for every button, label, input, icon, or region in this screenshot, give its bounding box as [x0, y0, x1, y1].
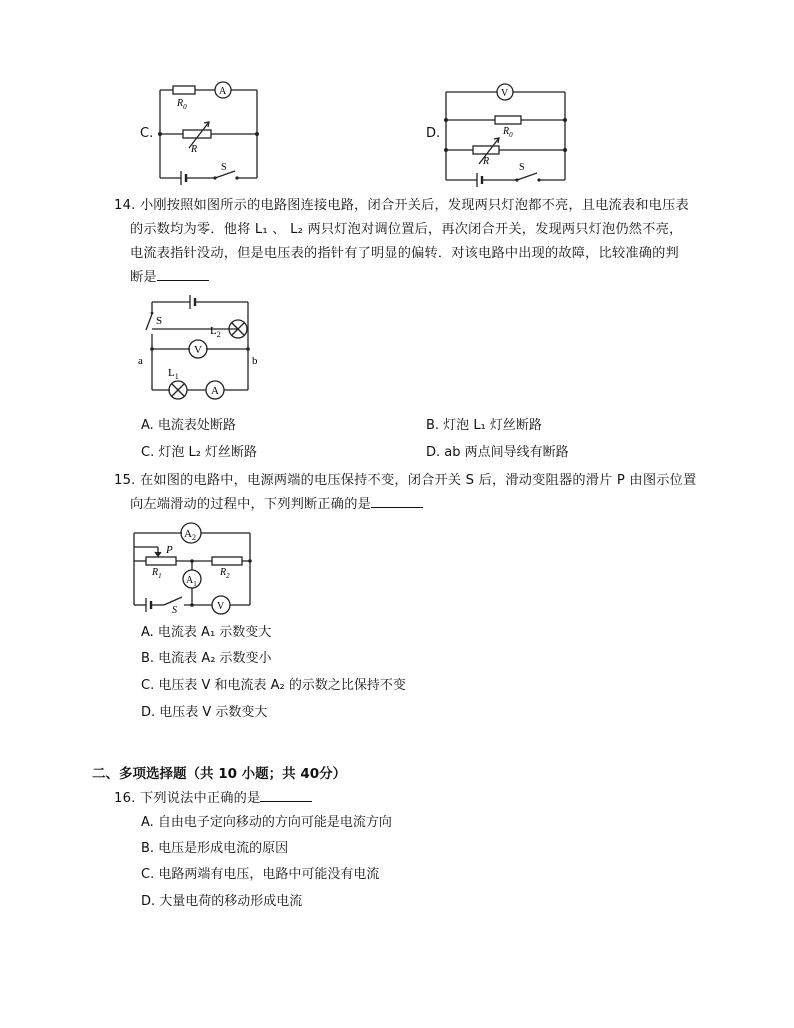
point-a-label: a — [138, 355, 143, 367]
circuit-diagram-d — [441, 78, 571, 188]
slider-p-label: P — [166, 544, 173, 556]
ammeter-label: A — [219, 86, 227, 97]
q15-option-b[interactable]: B. 电流表 A₂ 示数变小 — [141, 651, 272, 666]
answer-blank[interactable] — [260, 787, 312, 802]
r0-label: $R_0$ — [177, 98, 187, 111]
question-14-line-2: 的示数均为零．他将 L₁ 、 L₂ 两只灯泡对调位置后，再次闭合开关，发现两只灯泡仍然不亮， — [130, 222, 683, 237]
q15-option-a[interactable]: A. 电流表 A₁ 示数变大 — [141, 625, 272, 640]
circuit-diagram-14 — [132, 292, 262, 408]
q16-option-c[interactable]: C. 电路两端有电压，电路中可能没有电流 — [141, 867, 380, 882]
r1-label: $R_1$ — [152, 567, 162, 580]
switch-label: S — [156, 315, 163, 327]
voltmeter-label: V — [217, 601, 225, 612]
question-15-line-1: 15. 在如图的电路中，电源两端的电压保持不变，闭合开关 S 后，滑动变阻器的滑片 P 由图示位置 — [114, 473, 697, 488]
voltmeter-label: V — [194, 344, 202, 356]
l1-label: $L_1$ — [168, 367, 179, 381]
switch-label: S — [221, 162, 227, 173]
question-14-line-1: 14. 小刚按照如图所示的电路图连接电路，闭合开关后，发现两只灯泡都不亮，且电流表和电压表 — [114, 198, 689, 213]
section-heading: 二、多项选择题（共 10 小题；共 40分） — [92, 766, 347, 782]
question-16-stem: 16. 下列说法中正确的是 — [114, 787, 714, 811]
r2-label: $R_2$ — [220, 567, 230, 580]
question-15-line-2: 向左端滑动的过程中，下列判断正确的是 — [114, 493, 714, 517]
switch-label: S — [172, 605, 177, 616]
question-14-line-3: 电流表指针没动，但是电压表的指针有了明显的偏转．对该电路中出现的故障，比较准确的判 — [130, 246, 679, 261]
voltmeter-label: V — [501, 88, 509, 99]
option-d-label: D. — [426, 126, 441, 141]
q15-option-d[interactable]: D. 电压表 V 示数变大 — [141, 705, 268, 720]
q14-option-d[interactable]: D. ab 两点间导线有断路 — [426, 445, 569, 460]
q14-option-a[interactable]: A. 电流表处断路 — [141, 418, 236, 433]
q16-option-d[interactable]: D. 大量电荷的移动形成电流 — [141, 894, 303, 909]
q14-option-b[interactable]: B. 灯泡 L₁ 灯丝断路 — [426, 418, 542, 433]
a1-label: $A_1$ — [186, 575, 197, 588]
q16-option-b[interactable]: B. 电压是形成电流的原因 — [141, 841, 289, 856]
q14-option-c[interactable]: C. 灯泡 L₂ 灯丝断路 — [141, 445, 258, 460]
a2-label: $A_2$ — [184, 528, 196, 542]
switch-label: S — [519, 162, 525, 173]
r-label: R — [191, 144, 198, 155]
r0-label: $R_0$ — [503, 126, 513, 139]
circuit-diagram-c — [155, 78, 265, 188]
answer-blank[interactable] — [371, 493, 423, 508]
option-c-label: C. — [140, 126, 154, 141]
question-15-stem — [114, 469, 714, 517]
question-14-line-4: 断是 — [114, 266, 714, 290]
ammeter-label: A — [211, 385, 219, 397]
q16-option-a[interactable]: A. 自由电子定向移动的方向可能是电流方向 — [141, 815, 392, 830]
q15-option-c[interactable]: C. 电压表 V 和电流表 A₂ 的示数之比保持不变 — [141, 678, 406, 693]
r-label: R — [483, 156, 490, 167]
point-b-label: b — [252, 355, 258, 367]
l2-label: $L_2$ — [210, 325, 221, 339]
question-14-stem — [114, 194, 714, 290]
circuit-diagram-15 — [128, 517, 258, 619]
answer-blank[interactable] — [157, 266, 209, 281]
